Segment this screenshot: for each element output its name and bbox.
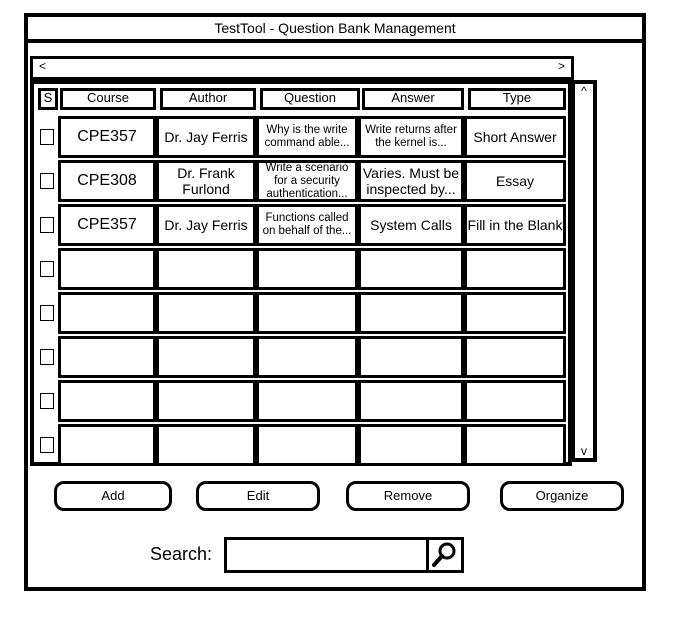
remove-button[interactable]: Remove [346,481,470,511]
cell-type: Fill in the Blank [464,204,566,246]
row-checkbox[interactable] [40,305,54,321]
search-input[interactable] [224,537,430,573]
cell-course [58,248,156,290]
cell-author [156,424,256,466]
organize-button[interactable]: Organize [500,481,624,511]
cell-question [256,336,358,378]
row-checkbox[interactable] [40,349,54,365]
cell-answer: System Calls [358,204,464,246]
cell-course [58,336,156,378]
cell-author [156,336,256,378]
header-author[interactable]: Author [160,88,256,110]
cell-type: Essay [464,160,566,202]
search-label: Search: [150,544,213,564]
header-question[interactable]: Question [260,88,360,110]
question-table [30,80,572,466]
cell-author: Dr. Jay Ferris [156,116,256,158]
cell-question [256,424,358,466]
search-button[interactable] [426,537,464,573]
cell-question: Write a scenario for a security authentication... [256,160,358,202]
horizontal-scrollbar[interactable] [30,56,574,80]
row-checkbox[interactable] [40,437,54,453]
cell-type [464,248,566,290]
header-answer[interactable]: Answer [362,88,464,110]
cell-question [256,292,358,334]
search-icon [429,540,461,570]
cell-author: Dr. Frank Furlond [156,160,256,202]
cell-author: Dr. Jay Ferris [156,204,256,246]
row-checkbox[interactable] [40,261,54,277]
vertical-scrollbar[interactable] [571,80,597,462]
scroll-up-arrow[interactable]: ^ [581,84,587,98]
scroll-right-arrow[interactable]: > [557,59,565,73]
row-checkbox[interactable] [40,217,54,233]
cell-answer [358,380,464,422]
header-course[interactable]: Course [60,88,156,110]
cell-question: Why is the write command able... [256,116,358,158]
cell-author [156,380,256,422]
cell-answer [358,336,464,378]
row-checkbox[interactable] [40,173,54,189]
cell-answer: Varies. Must be inspected by... [358,160,464,202]
row-checkbox[interactable] [40,129,54,145]
cell-answer: Write returns after the kernel is... [358,116,464,158]
header-select: S [38,88,58,110]
cell-question [256,248,358,290]
cell-question [256,380,358,422]
cell-type [464,424,566,466]
cell-course [58,292,156,334]
cell-type [464,380,566,422]
cell-answer [358,292,464,334]
cell-type [464,292,566,334]
cell-answer [358,424,464,466]
cell-type [464,336,566,378]
scroll-down-arrow[interactable]: v [581,444,587,458]
cell-course [58,380,156,422]
header-type[interactable]: Type [468,88,566,110]
row-checkbox[interactable] [40,393,54,409]
cell-question: Functions called on behalf of the... [256,204,358,246]
add-button[interactable]: Add [54,481,172,511]
cell-answer [358,248,464,290]
cell-author [156,248,256,290]
cell-course: CPE357 [58,204,156,246]
cell-course: CPE308 [58,160,156,202]
edit-button[interactable]: Edit [196,481,320,511]
cell-course [58,424,156,466]
cell-author [156,292,256,334]
cell-course: CPE357 [58,116,156,158]
cell-type: Short Answer [464,116,566,158]
scroll-left-arrow[interactable]: < [39,59,47,73]
window-title: TestTool - Question Bank Management [28,17,642,43]
